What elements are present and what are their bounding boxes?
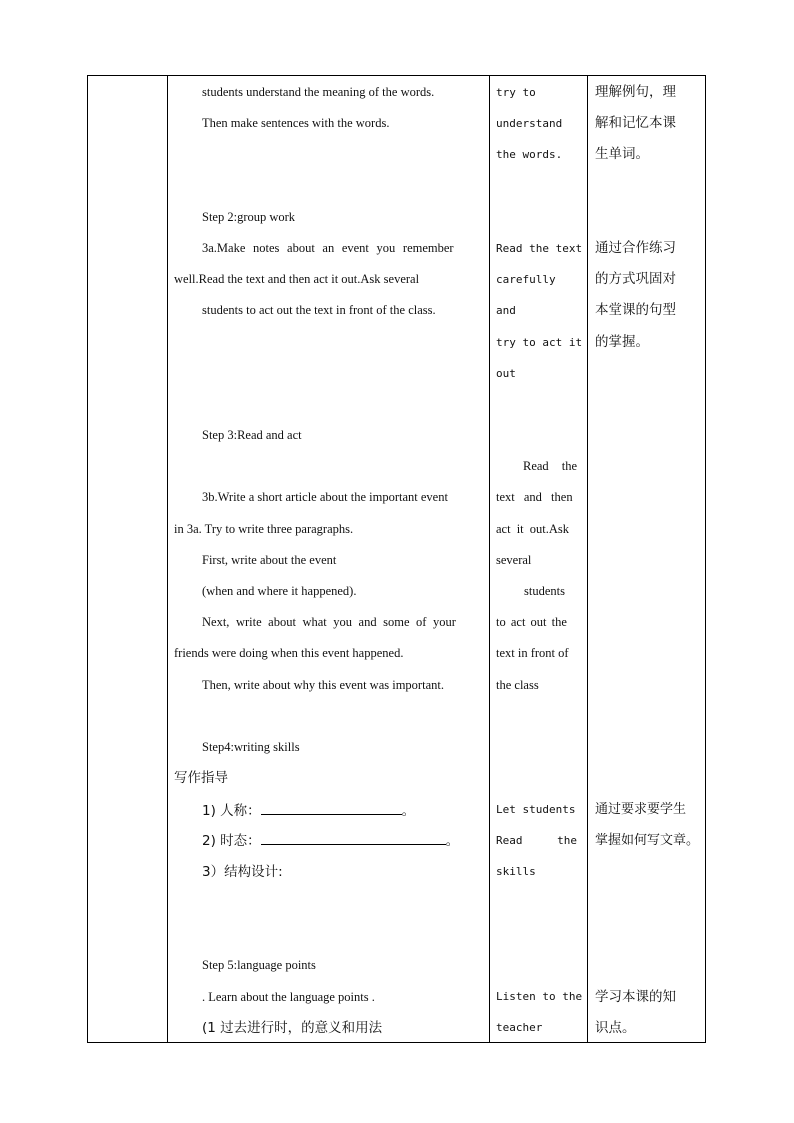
purpose-line: 生单词。 (595, 146, 649, 162)
item-end: 。 (401, 803, 416, 819)
column-divider-1 (167, 76, 168, 1042)
activity-line: out (496, 367, 516, 380)
section-heading: 写作指导 (174, 770, 228, 786)
activity-line: Read the text (496, 242, 583, 255)
step-heading: Step 5:language points (202, 958, 316, 972)
activity-line: act it out.Ask (496, 522, 570, 536)
purpose-line: 学习本课的知 (595, 989, 676, 1005)
purpose-line: 解和记忆本课 (595, 115, 676, 131)
purpose-line: 理解例句，理 (595, 84, 676, 100)
item-label: 1) 人称： (202, 803, 261, 819)
text-line: . Learn about the language points . (202, 990, 375, 1004)
purpose-line: 通过合作练习 (595, 240, 676, 256)
activity-line: Read the (496, 834, 577, 847)
text-line: (when and where it happened). (202, 584, 357, 598)
purpose-line: 的掌握。 (595, 334, 649, 350)
text-line: 3a.Make notes about an event you remember (202, 241, 454, 255)
activity-line: understand (496, 117, 563, 130)
text-line: friends were doing when this event happened. (174, 646, 404, 660)
activity-line: try to (496, 86, 536, 99)
column-divider-2 (489, 76, 490, 1042)
activity-line: Read the (523, 459, 578, 473)
text-line: 3b.Write a short article about the important event (202, 490, 448, 504)
purpose-line: 掌握如何写文章。 (595, 833, 700, 848)
activity-line: the words. (496, 148, 563, 161)
step-heading: Step4:writing skills (202, 740, 300, 754)
step-heading: Step 2:group work (202, 210, 296, 224)
answer-blank (261, 802, 402, 815)
purpose-line: 通过要求要学生 (595, 802, 687, 817)
item-end: 。 (445, 833, 460, 849)
activity-line: students (524, 584, 565, 598)
text-line: First, write about the event (202, 553, 337, 567)
text-line: in 3a. Try to write three paragraphs. (174, 522, 354, 536)
activity-line: Listen to the (496, 990, 583, 1003)
fill-in-item-tense (202, 832, 459, 850)
text-line: Then make sentences with the words. (202, 116, 390, 130)
activity-line: skills (496, 865, 536, 878)
activity-line: text and then (496, 490, 573, 504)
activity-line: try to act it (496, 336, 583, 349)
activity-line: carefully (496, 273, 556, 286)
activity-line: to act out the (496, 615, 567, 629)
lesson-plan-table (87, 75, 706, 1043)
text-line: students understand the meaning of the words. (202, 85, 435, 99)
purpose-line: 本堂课的句型 (595, 302, 676, 318)
fill-in-item-structure: 3）结构设计: (202, 864, 283, 880)
text-line: students to act out the text in front of the class. (202, 303, 436, 317)
purpose-line: 识点。 (595, 1020, 636, 1036)
activity-line: teacher (496, 1021, 543, 1034)
column-divider-3 (587, 76, 588, 1042)
text-line: (1 过去进行时，的意义和用法 (202, 1020, 383, 1036)
text-line: well.Read the text and then act it out.Ask several (174, 272, 420, 286)
answer-blank (261, 832, 446, 845)
text-line: Then, write about why this event was important. (202, 678, 444, 692)
activity-line: text in front of (496, 646, 569, 660)
step-heading: Step 3:Read and act (202, 428, 302, 442)
item-label: 2) 时态： (202, 833, 261, 849)
purpose-line: 的方式巩固对 (595, 271, 676, 287)
fill-in-item-person (202, 802, 415, 820)
activity-line: several (496, 553, 532, 567)
text-line: Next, write about what you and some of your (202, 615, 456, 629)
activity-line: and (496, 304, 516, 317)
activity-line: the class (496, 678, 539, 692)
activity-line: Let students (496, 803, 576, 816)
